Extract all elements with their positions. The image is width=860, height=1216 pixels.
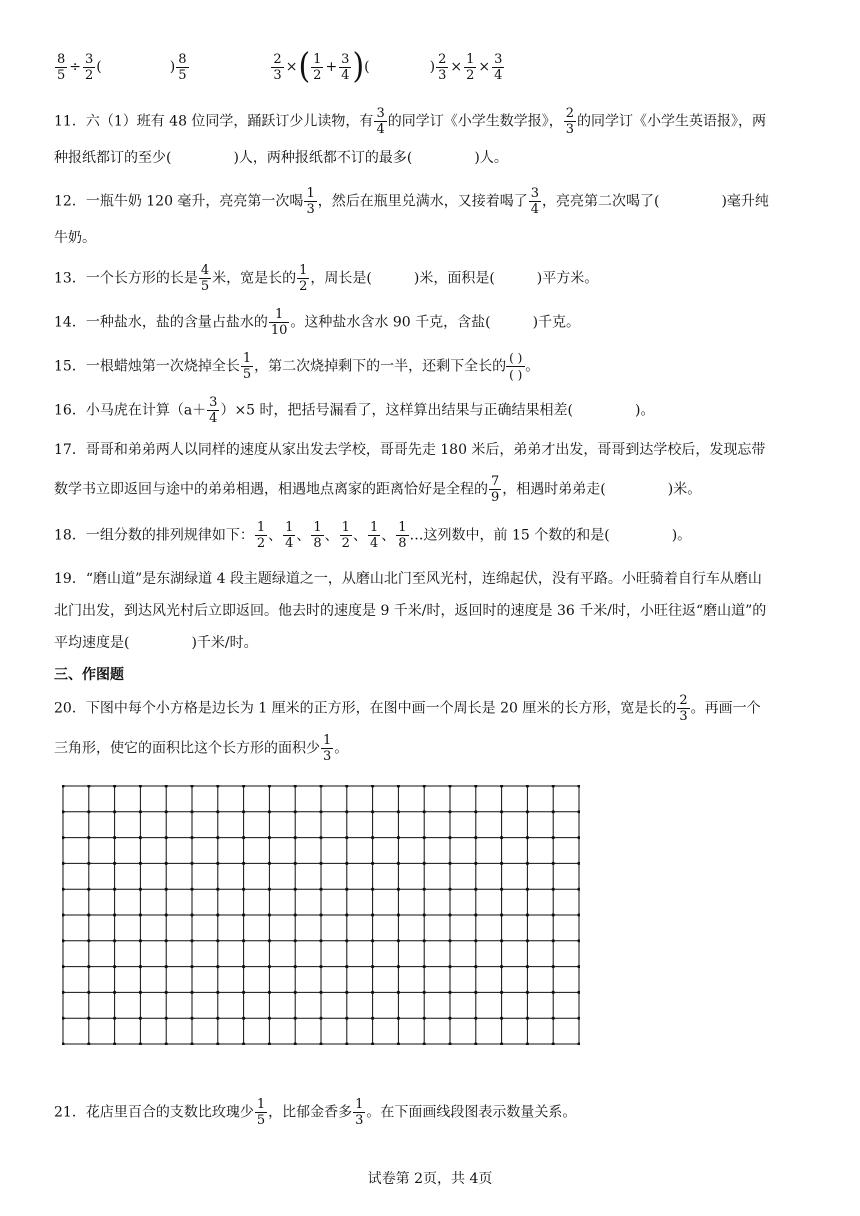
fraction: $\frac{2}{3}$	[679, 693, 688, 724]
question-15: 15．一根蜡烛第一次烧掉全长 $\frac{1}{5}$ ，第二次烧掉剩下的一半，还剩下全长的 $\frac{( )}{( )}$ 。	[54, 351, 540, 382]
fraction: $\frac{2}{3}$	[438, 51, 447, 83]
grid-dot	[62, 1042, 65, 1045]
fraction: $\frac{3}{4}$	[341, 51, 350, 83]
grid-dot	[216, 810, 219, 813]
grid-dot	[448, 888, 451, 891]
grid-dot	[345, 1017, 348, 1020]
grid-dot	[397, 810, 400, 813]
grid-dot	[190, 810, 193, 813]
grid-dot	[190, 1017, 193, 1020]
grid-dot	[577, 785, 580, 788]
grid-dot	[62, 913, 65, 916]
grid-dot	[165, 965, 168, 968]
grid-dot	[474, 888, 477, 891]
grid-dot	[526, 785, 529, 788]
grid-dot	[268, 1017, 271, 1020]
grid-dot	[500, 785, 503, 788]
grid-dot	[165, 1017, 168, 1020]
question-20-line-2: 三角形，使它的面积比这个长方形的面积少 $\frac{1}{3}$ 。	[54, 733, 349, 764]
grid-dot	[216, 1017, 219, 1020]
grid-dot	[87, 862, 90, 865]
grid-dot	[294, 965, 297, 968]
grid-dot	[526, 991, 529, 994]
grid-dot	[526, 836, 529, 839]
grid-dot	[216, 965, 219, 968]
grid-dot	[397, 991, 400, 994]
grid-dot	[268, 888, 271, 891]
grid-dot	[397, 888, 400, 891]
grid-dot	[448, 810, 451, 813]
grid-dot	[190, 836, 193, 839]
grid-dot	[113, 810, 116, 813]
grid-dot	[526, 810, 529, 813]
grid-dot	[345, 810, 348, 813]
grid-dot	[319, 888, 322, 891]
grid-dot	[552, 991, 555, 994]
grid-dot	[371, 991, 374, 994]
separator: 、	[381, 527, 396, 544]
grid-dot	[87, 1042, 90, 1045]
grid-dot	[345, 939, 348, 942]
grid-dot	[423, 836, 426, 839]
grid-dot	[139, 1017, 142, 1020]
grid-dot	[552, 862, 555, 865]
question-19-line-2: 北门出发，到达风光村后立即返回。他去时的速度是 9 千米/时，返回时的速度是 36 千米/时，小旺往返“磨山道”的	[54, 603, 767, 619]
grid-dot	[62, 965, 65, 968]
question-13: 13．一个长方形的长是 $\frac{4}{5}$ 米，宽是长的 $\frac{1}{2}$ ，周长是( )米，面积是( )平方米。	[54, 263, 599, 294]
fraction: $\frac{7}{9}$	[491, 474, 500, 505]
grid-dot	[87, 939, 90, 942]
grid-dot	[87, 991, 90, 994]
grid-dot	[165, 1042, 168, 1045]
grid-dot	[165, 862, 168, 865]
grid-dot	[577, 862, 580, 865]
grid-dot	[294, 913, 297, 916]
grid-dot	[242, 1017, 245, 1020]
fraction: $\frac{3}{4}$	[209, 395, 218, 426]
grid-dot	[474, 810, 477, 813]
grid-dot	[423, 965, 426, 968]
question-19-line-1: 19．“磨山道”是东湖绿道 4 段主题绿道之一，从磨山北门至风光村，连绵起伏，没有平路。小旺骑着自行车从磨山	[54, 571, 762, 587]
grid-dot	[190, 913, 193, 916]
grid-dot	[577, 939, 580, 942]
grid-dot	[397, 836, 400, 839]
grid-dot	[423, 991, 426, 994]
grid-dot	[474, 1017, 477, 1020]
grid-dot	[242, 810, 245, 813]
grid-dot	[345, 1042, 348, 1045]
grid-dot	[190, 888, 193, 891]
grid-dot	[242, 836, 245, 839]
grid-dot	[526, 1017, 529, 1020]
grid-dot	[190, 991, 193, 994]
grid-dot	[345, 965, 348, 968]
grid-dot	[500, 1017, 503, 1020]
grid-dot	[113, 965, 116, 968]
grid-dot	[371, 836, 374, 839]
question-19-line-3: 平均速度是( )千米/时。	[54, 635, 258, 651]
grid-dot	[474, 785, 477, 788]
fraction: $\frac{1}{8}$	[313, 520, 322, 551]
grid-dot	[423, 1042, 426, 1045]
fraction: $\frac{1}{8}$	[398, 520, 407, 551]
grid-dot	[500, 965, 503, 968]
grid-dot	[165, 939, 168, 942]
fraction: $\frac{8}{5}$	[178, 51, 187, 83]
question-17-line-2: 数学书立即返回与途中的弟弟相遇，相遇地点离家的距离恰好是全程的 $\frac{7}{9}$ ，相遇时弟弟走( )米。	[54, 474, 702, 505]
fraction: $\frac{1}{5}$	[256, 1097, 266, 1128]
question-17-line-1: 17．哥哥和弟弟两人以同样的速度从家出发去学校，哥哥先走 180 米后，弟弟才出发，哥哥到达学校后，发现忘带	[54, 442, 766, 458]
grid-dot	[423, 785, 426, 788]
fraction: $\frac{4}{5}$	[200, 263, 210, 294]
fraction: $\frac{1}{5}$	[242, 351, 252, 382]
grid-dot	[423, 913, 426, 916]
grid-dot	[371, 965, 374, 968]
grid-dot	[526, 1042, 529, 1045]
grid-dot	[87, 965, 90, 968]
grid-dot	[474, 913, 477, 916]
grid-dot	[397, 862, 400, 865]
grid-dot	[113, 785, 116, 788]
grid-dot	[552, 965, 555, 968]
grid-dot	[294, 991, 297, 994]
grid-dot	[242, 888, 245, 891]
grid-dot	[139, 888, 142, 891]
grid-dot	[577, 913, 580, 916]
grid-dot	[371, 785, 374, 788]
grid-dot	[319, 785, 322, 788]
grid-dot	[139, 991, 142, 994]
grid-dot	[448, 991, 451, 994]
section-title: 三、作图题	[54, 667, 124, 683]
grid-dot	[242, 785, 245, 788]
grid-dot	[423, 1017, 426, 1020]
grid-dot	[345, 888, 348, 891]
fraction: $\frac{1}{2}$	[299, 263, 308, 294]
grid-dot	[526, 888, 529, 891]
grid-dot	[319, 1042, 322, 1045]
grid-dot	[294, 1042, 297, 1045]
grid-dot	[242, 1042, 245, 1045]
question-18: 18．一组分数的排列规律如下： $\frac{1}{2}$ 、 $\frac{1}{4}$ 、 $\frac{1}{8}$ 、 $\frac{1}{2}$ 、 $\frac{1}{4}$ 、 $\frac{1}{8}$ …这列数中，前 15 个数的和是( )。	[54, 520, 692, 551]
grid-dot	[242, 939, 245, 942]
grid-dot	[113, 991, 116, 994]
grid-dot	[448, 913, 451, 916]
separator: 、	[268, 527, 283, 544]
grid-dot	[448, 836, 451, 839]
grid-dot	[345, 913, 348, 916]
grid-dot	[397, 1017, 400, 1020]
question-11-line-1: 11．六（1）班有 48 位同学，踊跃订少儿读物，有 $\frac{3}{4}$ 的同学订《小学生数学报》， $\frac{2}{3}$ 的同学订《小学生英语报》，两	[54, 106, 766, 137]
grid-dot	[526, 965, 529, 968]
grid-dot	[448, 785, 451, 788]
grid-dot	[62, 810, 65, 813]
fraction: $\frac{2}{3}$	[273, 51, 282, 83]
grid-dot	[294, 810, 297, 813]
grid-dot	[87, 836, 90, 839]
grid-dot	[552, 888, 555, 891]
grid-dot	[448, 1017, 451, 1020]
fraction: $\frac{3}{2}$	[85, 51, 94, 83]
grid-dot	[268, 785, 271, 788]
grid-dot	[371, 1017, 374, 1020]
grid-dot	[62, 939, 65, 942]
grid-dot	[500, 888, 503, 891]
grid-dot	[294, 939, 297, 942]
grid-dot	[190, 862, 193, 865]
grid-dot	[526, 862, 529, 865]
grid-dot	[294, 862, 297, 865]
fraction: $\frac{2}{3}$	[565, 106, 574, 137]
grid-dot	[448, 965, 451, 968]
grid-dot	[577, 810, 580, 813]
fraction: $\frac{8}{5}$	[57, 51, 66, 83]
grid-dot	[500, 836, 503, 839]
grid-dot	[526, 913, 529, 916]
grid-dot	[190, 939, 193, 942]
grid-dot	[552, 913, 555, 916]
grid-dot	[345, 785, 348, 788]
grid-dot	[500, 1042, 503, 1045]
grid-dot	[577, 991, 580, 994]
grid-dot	[62, 862, 65, 865]
grid-dot	[139, 810, 142, 813]
grid-dot	[165, 810, 168, 813]
grid-dot	[190, 965, 193, 968]
grid-dot	[294, 836, 297, 839]
grid-dot	[319, 810, 322, 813]
grid-dot	[113, 888, 116, 891]
grid-dot	[190, 1042, 193, 1045]
grid-dot	[319, 991, 322, 994]
grid-dot	[345, 991, 348, 994]
grid-dot	[500, 991, 503, 994]
grid-dot	[216, 939, 219, 942]
grid-dot	[397, 965, 400, 968]
grid-dot	[113, 939, 116, 942]
grid-dot	[319, 862, 322, 865]
grid-dot	[113, 1042, 116, 1045]
q10-comparison-row: $\frac{8}{5}$ ÷ $\frac{3}{2}$ ( ) $\frac{8}{5}$ $\frac{2}{3}$ ×( $\frac{1}{2}$ + $\frac{3}{4}$ )( ) $\frac{2}{3}$ × $\frac{1}{2}$ × $\frac{3}{4}$	[57, 46, 503, 87]
grid-dot	[294, 785, 297, 788]
grid-dot	[397, 1042, 400, 1045]
grid-dot	[62, 888, 65, 891]
grid-dot	[319, 1017, 322, 1020]
grid-dot	[552, 810, 555, 813]
grid-dot	[345, 862, 348, 865]
grid-dot	[500, 810, 503, 813]
grid-dot	[139, 1042, 142, 1045]
fraction: $\frac{1}{3}$	[306, 186, 315, 217]
grid-dot	[62, 1017, 65, 1020]
grid-dot	[294, 1017, 297, 1020]
grid-dot	[216, 836, 219, 839]
fraction: $\frac{1}{10}$	[270, 307, 288, 338]
grid-dot	[319, 836, 322, 839]
grid-dot	[552, 836, 555, 839]
grid-dot	[397, 913, 400, 916]
grid-dot	[268, 991, 271, 994]
grid-dot	[139, 913, 142, 916]
grid-dot	[268, 965, 271, 968]
answer-fraction-blank[interactable]: $\frac{( )}{( )}$	[506, 352, 525, 381]
grid-dot	[448, 862, 451, 865]
grid-dot	[165, 991, 168, 994]
grid-dot	[216, 785, 219, 788]
grid-dot	[242, 862, 245, 865]
grid-dot	[552, 1042, 555, 1045]
grid-dot	[113, 862, 116, 865]
fraction: $\frac{3}{4}$	[494, 51, 503, 83]
grid-dot	[113, 836, 116, 839]
page-footer: 试卷第 2页，共 4页	[367, 1171, 493, 1187]
grid-dot	[268, 810, 271, 813]
grid-dot	[242, 913, 245, 916]
grid-dot	[62, 785, 65, 788]
grid-dot	[216, 862, 219, 865]
grid-dot	[448, 939, 451, 942]
grid-dot	[319, 913, 322, 916]
grid-dot	[139, 836, 142, 839]
grid-dot	[474, 965, 477, 968]
grid-dot	[423, 888, 426, 891]
grid-dot	[87, 810, 90, 813]
grid-dot	[526, 939, 529, 942]
fraction: $\frac{3}{4}$	[530, 186, 539, 217]
grid-dot	[397, 939, 400, 942]
question-11-line-2: 种报纸都订的至少( )人，两种报纸都不订的最多( )人。	[54, 150, 508, 166]
grid-dot	[474, 836, 477, 839]
grid-dot	[165, 913, 168, 916]
question-12-line-1: 12．一瓶牛奶 120 毫升，亮亮第一次喝 $\frac{1}{3}$ ，然后在瓶里兑满水，又接着喝了 $\frac{3}{4}$ ，亮亮第二次喝了( )毫升纯	[54, 186, 769, 217]
grid-dot	[190, 785, 193, 788]
grid-dot	[474, 1042, 477, 1045]
grid-dot	[552, 785, 555, 788]
grid-dot	[371, 939, 374, 942]
grid-dot	[139, 939, 142, 942]
fraction: $\frac{1}{4}$	[369, 520, 379, 551]
grid-dot	[319, 965, 322, 968]
fraction: $\frac{1}{2}$	[313, 51, 322, 83]
fraction: $\frac{1}{2}$	[256, 520, 266, 551]
grid-dot	[423, 939, 426, 942]
grid-dot	[62, 991, 65, 994]
grid-dot	[577, 1042, 580, 1045]
grid-dot	[216, 991, 219, 994]
fraction: $\frac{3}{4}$	[376, 106, 385, 137]
grid-dot	[397, 785, 400, 788]
grid-dot	[62, 836, 65, 839]
grid-dot	[113, 1017, 116, 1020]
grid-dot	[139, 965, 142, 968]
grid-dot	[242, 991, 245, 994]
grid-dot	[113, 913, 116, 916]
grid-dot	[448, 1042, 451, 1045]
grid-dot	[268, 862, 271, 865]
grid-dot	[87, 785, 90, 788]
grid-dot	[216, 1042, 219, 1045]
grid-dot	[268, 913, 271, 916]
question-21: 21．花店里百合的支数比玫瑰少 $\frac{1}{5}$ ，比郁金香多 $\frac{1}{3}$ 。在下面画线段图表示数量关系。	[54, 1097, 577, 1128]
grid-dot	[87, 888, 90, 891]
grid-dot	[474, 862, 477, 865]
grid-dot	[577, 1017, 580, 1020]
grid-dot	[371, 913, 374, 916]
grid-dot	[268, 939, 271, 942]
grid-dot	[371, 888, 374, 891]
grid-dot	[87, 1017, 90, 1020]
grid-dot	[371, 862, 374, 865]
drawing-grid[interactable]	[62, 785, 580, 1045]
fraction: $\frac{1}{2}$	[466, 51, 475, 83]
grid-dot	[423, 862, 426, 865]
grid-dot	[139, 785, 142, 788]
question-16: 16．小马虎在计算（a＋ $\frac{3}{4}$ ）×5 时，把括号漏看了，这样算出结果与正确结果相差( )。	[54, 395, 655, 426]
separator: 、	[296, 527, 311, 544]
question-12-line-2: 牛奶。	[54, 230, 96, 246]
grid-dot	[216, 888, 219, 891]
grid-dot	[423, 810, 426, 813]
question-20-line-1: 20．下图中每个小方格是边长为 1 厘米的正方形，在图中画一个周长是 20 厘米的长方形，宽是长的 $\frac{2}{3}$ 。再画一个	[54, 693, 761, 724]
grid-dot	[371, 810, 374, 813]
fraction: $\frac{1}{2}$	[341, 520, 350, 551]
grid-dot	[552, 939, 555, 942]
grid-dot	[139, 862, 142, 865]
grid-dot	[345, 836, 348, 839]
grid-dot	[474, 991, 477, 994]
grid-dot	[242, 965, 245, 968]
grid-dot	[319, 939, 322, 942]
question-14: 14．一种盐水，盐的含量占盐水的 $\frac{1}{10}$ 。这种盐水含水 90 千克，含盐( )千克。	[54, 307, 581, 338]
grid-dot	[371, 1042, 374, 1045]
fraction: $\frac{1}{3}$	[323, 733, 332, 764]
separator: 、	[352, 527, 367, 544]
grid-dot	[577, 965, 580, 968]
grid-dot	[474, 939, 477, 942]
grid-dot	[268, 1042, 271, 1045]
grid-dot	[294, 888, 297, 891]
fraction: $\frac{1}{3}$	[355, 1097, 364, 1128]
separator: 、	[324, 527, 339, 544]
grid-dot	[577, 836, 580, 839]
grid-dot	[216, 913, 219, 916]
grid-dot	[268, 836, 271, 839]
grid-dot	[87, 913, 90, 916]
grid-dot	[552, 1017, 555, 1020]
grid-dot	[165, 785, 168, 788]
grid-dot	[500, 913, 503, 916]
fraction-sequence	[254, 520, 410, 551]
grid-dot	[500, 862, 503, 865]
grid-dot	[577, 888, 580, 891]
grid-dot	[500, 939, 503, 942]
grid-dot	[165, 888, 168, 891]
fraction: $\frac{1}{4}$	[285, 520, 294, 551]
grid-dot	[165, 836, 168, 839]
